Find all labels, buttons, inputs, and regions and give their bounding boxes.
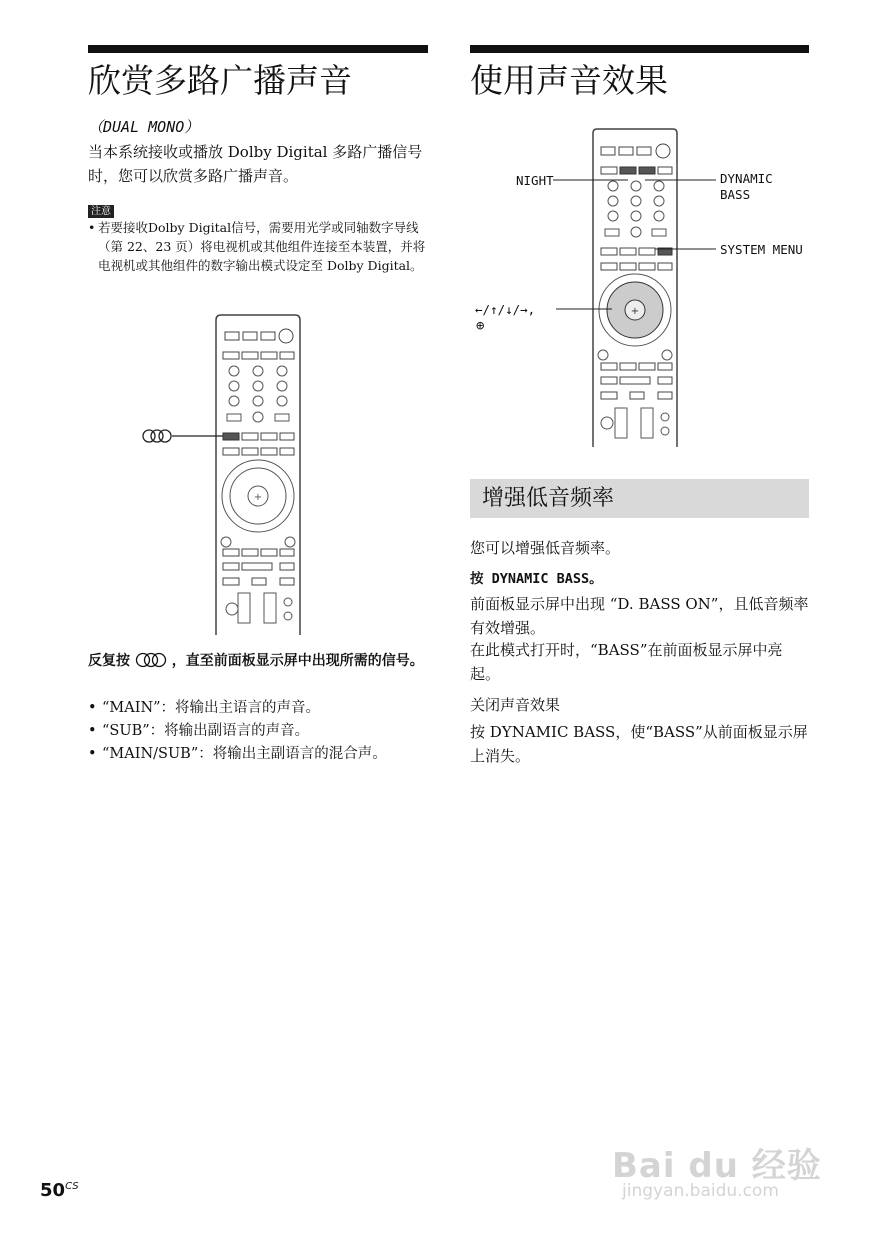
arrows-callout: ←/↑/↓/→, [475, 302, 536, 317]
audio-icon-inline [135, 652, 167, 668]
night-callout: NIGHT [516, 173, 554, 188]
bass-callout: BASS [720, 187, 751, 202]
left-intro: 当本系统接收或播放 Dolby Digital 多路广播信号时，您可以欣赏多路广播声音。 [88, 143, 423, 185]
off-body: 按 DYNAMIC BASS，使“BASS”从前面板显示屏上消失。 [470, 723, 808, 765]
note-badge [88, 199, 114, 218]
dual-mono-subtitle: （DUAL MONO） [88, 118, 200, 136]
list-item: • “MAIN”：将输出主语言的声音。 [88, 697, 433, 720]
section-intro: 您可以增强低音频率。 [470, 539, 621, 557]
note-text: 若要接收Dolby Digital信号，需要用光学或同轴数字导线（第 22、23 页）将电视机或其他组件连接至本装置，并将电视机或其他组件的数字输出模式设定至 Dolby Digital。 [98, 220, 426, 273]
page-number-suffix: CS [65, 1181, 79, 1192]
enter-icon: ⊕ [476, 318, 485, 334]
system-menu-callout: SYSTEM MENU [720, 242, 803, 257]
dynamic-callout: DYNAMIC [720, 171, 773, 186]
signal-option-list [88, 697, 433, 766]
page-number-value: 50 [40, 1180, 66, 1201]
instruction-suffix: ，直至前面板显示屏中出现所需的信号。 [171, 653, 424, 669]
baidu-watermark-logo: Bai du 经验 [612, 1146, 822, 1186]
step-body-1: 前面板显示屏中出现 “D. BASS ON”，且低音频率有效增强。 [470, 595, 809, 637]
note-text-block [88, 218, 433, 275]
page-number [40, 1180, 79, 1201]
audio-button-highlight [223, 433, 239, 440]
remote-button [225, 332, 239, 340]
step-heading: 按 DYNAMIC BASS。 [470, 571, 603, 587]
right-title-rule [470, 45, 809, 53]
baidu-watermark-url: jingyan.baidu.com [622, 1181, 779, 1201]
list-item: • “SUB”：将输出副语言的声音。 [88, 720, 433, 743]
right-page-title: 使用声音效果 [470, 61, 668, 100]
list-item: • “MAIN/SUB”：将输出主副语言的混合声。 [88, 743, 433, 766]
note-bullet: • [88, 220, 96, 235]
repeat-press-instruction [88, 650, 433, 672]
step-body-2: 在此模式打开时，“BASS”在前面板显示屏中亮起。 [470, 641, 783, 683]
instruction-prefix: 反复按 [88, 653, 130, 669]
off-heading: 关闭声音效果 [470, 696, 561, 714]
left-page-title: 欣赏多路广播声音 [88, 61, 352, 100]
svg-text:+: + [630, 306, 640, 317]
left-title-rule [88, 45, 428, 53]
audio-icon [143, 430, 171, 442]
section-title: 增强低音频率 [482, 486, 615, 511]
note-label: 注意 [88, 205, 114, 218]
remote-illustration-left [140, 310, 310, 635]
svg-text:+: + [253, 492, 263, 503]
